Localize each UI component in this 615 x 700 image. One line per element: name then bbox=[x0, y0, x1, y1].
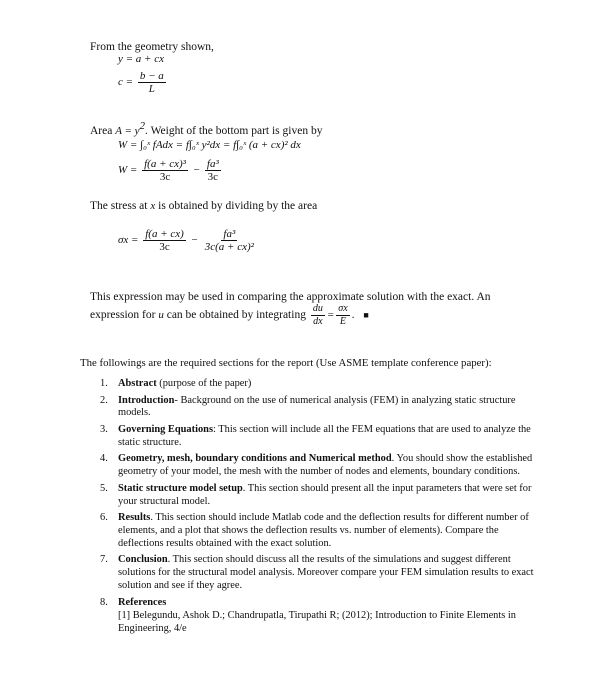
section-description: . This section should present all the input parameters that were set for your structural model. bbox=[118, 482, 532, 507]
end-of-proof-mark: ■ bbox=[363, 310, 369, 321]
stress-line bbox=[90, 199, 317, 213]
stress-var: x bbox=[150, 200, 156, 212]
s-num1: f(a + cx) bbox=[145, 228, 184, 240]
section-item bbox=[100, 395, 540, 421]
stress-pre: The stress at bbox=[90, 200, 151, 212]
section-item bbox=[100, 554, 540, 593]
s-lhs: σx = bbox=[118, 234, 139, 247]
area-post: . Weight of the bottom part is given by bbox=[145, 124, 323, 137]
section-item bbox=[100, 424, 540, 450]
section-description: - Background on the use of numerical analysis (FEM) in analyzing static structure models. bbox=[118, 394, 516, 419]
s-den2: 3c(a + cx)² bbox=[204, 241, 254, 253]
weight-result bbox=[118, 158, 223, 183]
w-lhs: W = bbox=[118, 164, 138, 177]
section-title: Introduction bbox=[118, 394, 175, 406]
w-frac2 bbox=[205, 158, 221, 183]
section-number: 7. bbox=[100, 554, 108, 566]
compare-eq: = bbox=[326, 309, 335, 322]
stress-equation bbox=[118, 228, 258, 253]
w-den1: 3c bbox=[159, 171, 171, 183]
section-number: 1. bbox=[100, 378, 108, 389]
e-modulus: E bbox=[339, 316, 346, 327]
section-description: . This section should include Matlab code and the deflection results for different number of elements, and a plot that shows the deflection results vs. number of elements). Compare the deflections results obtained with the exact solution. bbox=[118, 512, 529, 549]
du: du bbox=[312, 303, 323, 314]
compare-post: can be obtained by integrating bbox=[163, 309, 306, 322]
eq-c-den: L bbox=[148, 83, 155, 95]
w-num2: fa³ bbox=[206, 158, 219, 170]
section-item bbox=[100, 378, 540, 391]
section-title: Results bbox=[118, 512, 151, 524]
sigma: σx bbox=[338, 303, 348, 314]
section-item bbox=[100, 453, 540, 479]
sections-intro: The followings are the required sections for the report (Use ASME template conference paper): bbox=[80, 357, 492, 369]
section-item bbox=[100, 483, 540, 509]
eq-c-fraction bbox=[138, 70, 166, 95]
eq-c-num: b − a bbox=[139, 70, 164, 82]
area-line bbox=[90, 119, 322, 138]
section-title: Abstract bbox=[118, 378, 157, 389]
section-description: . This section should discuss all the results of the simulations and suggest different solutions for the structural model analysis. Moreover compare your FEM simulation results to exact solution and see if they agree. bbox=[118, 554, 534, 592]
dx: dx bbox=[313, 316, 323, 327]
sigma-e-fraction bbox=[336, 303, 349, 328]
compare-pre: expression for bbox=[90, 309, 159, 322]
s-num2: fa³ bbox=[223, 228, 236, 240]
s-frac2 bbox=[203, 228, 256, 253]
section-number: 6. bbox=[100, 512, 108, 524]
eq-c-lhs: c = bbox=[118, 76, 134, 89]
compare-line-1: This expression may be used in comparing the approximate solution with the exact. An bbox=[90, 291, 491, 303]
compare-end: . bbox=[351, 309, 355, 322]
section-number: 3. bbox=[100, 423, 108, 435]
s-frac1 bbox=[143, 228, 186, 253]
intro-text: From the geometry shown, bbox=[90, 41, 214, 53]
section-title: Static structure model setup bbox=[118, 482, 243, 494]
section-description: : This section will include all the FEM equations that are used to analyze the static structure. bbox=[118, 423, 531, 448]
section-number: 2. bbox=[100, 394, 108, 406]
compare-line-2 bbox=[90, 303, 369, 328]
w-num1: f(a + cx)³ bbox=[144, 158, 186, 170]
section-number: 5. bbox=[100, 482, 108, 494]
stress-post: is obtained by dividing by the area bbox=[155, 200, 318, 212]
area-sup: 2 bbox=[139, 120, 146, 132]
equation-c bbox=[118, 70, 168, 95]
reference-entry: [1] Belegundu, Ashok D.; Chandrupatla, Tirupathi R; (2012); Introduction to Finite Elements in Engineering, 4/e bbox=[118, 609, 516, 634]
area-math: A = y bbox=[115, 124, 140, 137]
section-number: 8. bbox=[100, 596, 108, 608]
sections-list bbox=[100, 378, 540, 639]
w-frac1 bbox=[142, 158, 188, 183]
section-item bbox=[100, 512, 540, 551]
area-pre: Area bbox=[90, 124, 116, 137]
section-number: 4. bbox=[100, 453, 108, 465]
section-item bbox=[100, 597, 540, 636]
w-minus: − bbox=[192, 164, 201, 177]
s-minus: − bbox=[190, 234, 198, 247]
section-description: . You should show the established geometry of your model, the mesh with the number of nodes and elements, boundary conditions. bbox=[118, 453, 533, 478]
compare-var: u bbox=[158, 309, 164, 322]
w-den2: 3c bbox=[207, 171, 219, 183]
section-title: Geometry, mesh, boundary conditions and Numerical method bbox=[118, 453, 392, 465]
section-description: (purpose of the paper) bbox=[156, 378, 252, 389]
weight-integral: W = ∫₀ˣ fAdx = f∫₀ˣ y²dx = f∫₀ˣ (a + cx)² dx bbox=[118, 139, 301, 151]
section-title: Governing Equations bbox=[118, 423, 213, 435]
s-den1: 3c bbox=[159, 241, 170, 253]
section-title: References bbox=[118, 596, 167, 608]
section-title: Conclusion bbox=[118, 554, 168, 566]
du-dx-fraction bbox=[311, 303, 325, 328]
equation-y: y = a + cx bbox=[118, 53, 164, 65]
